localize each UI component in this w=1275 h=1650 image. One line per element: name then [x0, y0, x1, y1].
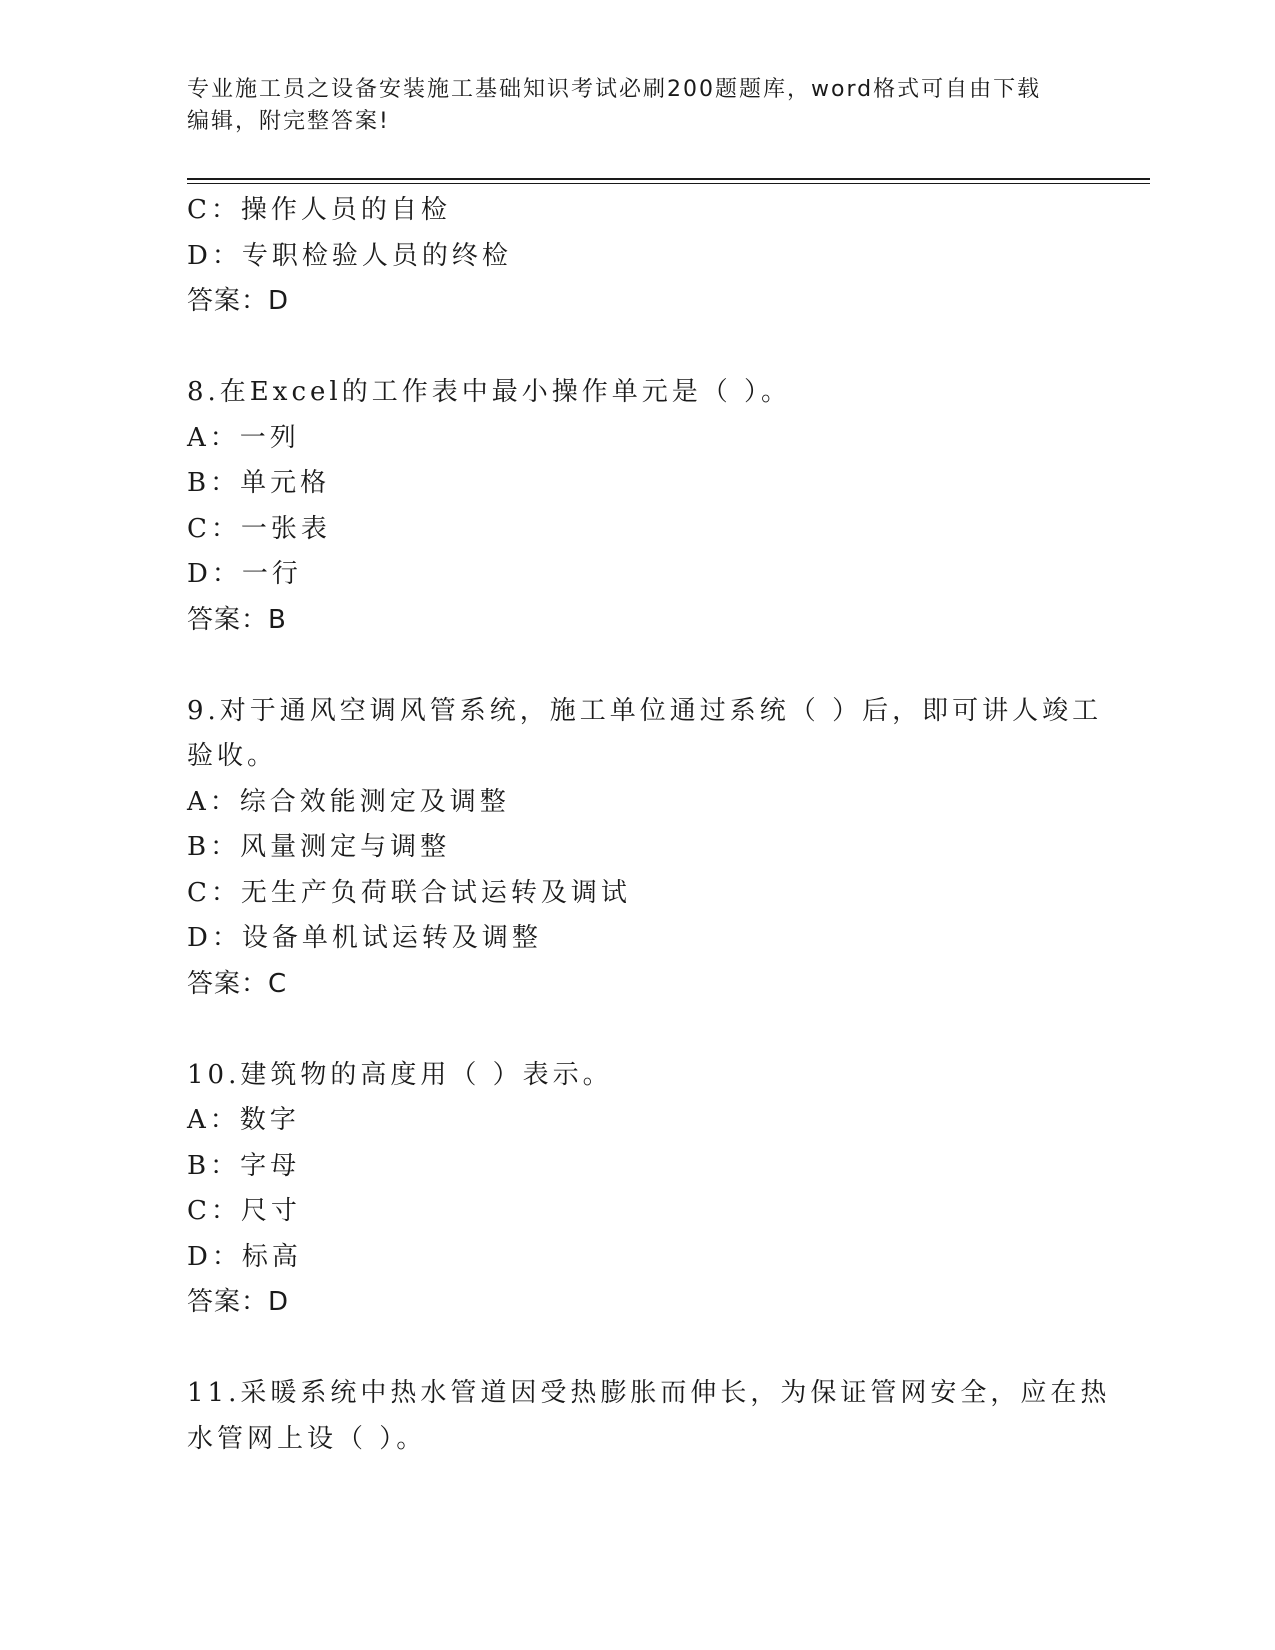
question-text: 水管网上设（ ）。	[187, 1423, 427, 1454]
option-line: A：一列	[187, 422, 300, 453]
header-rule-thick	[187, 178, 1150, 180]
question-list	[187, 188, 1111, 1462]
answer-line: 答案：B	[187, 604, 287, 635]
paragraph-gap	[187, 325, 1087, 371]
option-line: A：数字	[187, 1105, 300, 1135]
option-line: C：一张表	[187, 513, 331, 544]
answer-line: 答案：C	[187, 968, 288, 999]
option-line: C：无生产负荷联合试运转及调试	[187, 877, 631, 908]
option-line: C：操作人员的自检	[187, 195, 451, 225]
question-text: 8.在Excel的工作表中最小操作单元是（ ）。	[187, 377, 791, 407]
option-line: D：设备单机试运转及调整	[187, 923, 542, 953]
question-text: 11.采暖系统中热水管道因受热膨胀而伸长，为保证管网安全，应在热	[187, 1378, 1111, 1408]
option-line: D：专职检验人员的终检	[187, 240, 512, 271]
option-line: B：风量测定与调整	[187, 832, 451, 862]
answer-line: 答案：D	[187, 1287, 290, 1317]
paragraph-gap	[187, 1326, 1087, 1372]
option-line: D：一行	[187, 559, 302, 589]
question-text: 9.对于通风空调风管系统，施工单位通过系统（ ）后，即可讲人竣工	[187, 695, 1103, 726]
question-text: 10.建筑物的高度用（ ）表示。	[187, 1059, 613, 1090]
header-line-1: 专业施工员之设备安装施工基础知识考试必刷200题题库，word格式可自由下载	[187, 77, 1042, 102]
option-line: B：单元格	[187, 468, 331, 498]
option-line: A：综合效能测定及调整	[187, 786, 510, 817]
header-rule-thin	[187, 183, 1150, 184]
header-line-2: 编辑，附完整答案!	[187, 109, 390, 134]
option-line: B：字母	[187, 1150, 301, 1181]
question-text: 验收。	[187, 741, 278, 771]
document-header	[187, 74, 1067, 138]
answer-line: 答案：D	[187, 286, 290, 316]
paragraph-gap	[187, 643, 1087, 689]
paragraph-gap	[187, 1007, 1087, 1053]
option-line: D：标高	[187, 1241, 302, 1272]
option-line: C：尺寸	[187, 1196, 301, 1226]
